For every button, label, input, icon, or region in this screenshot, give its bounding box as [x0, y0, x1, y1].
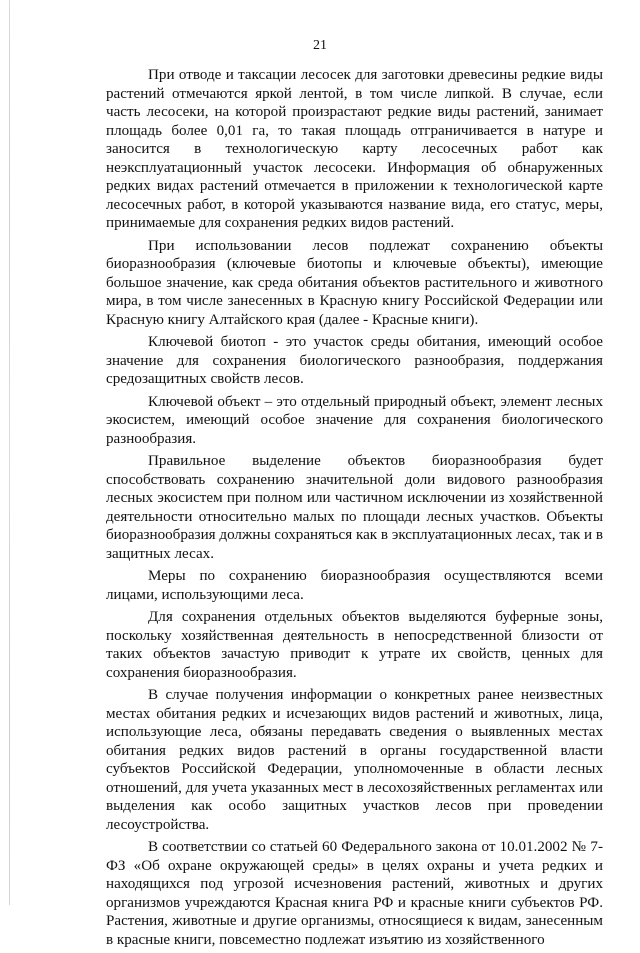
paragraph-buffer-zones: Для сохранения отдельных объектов выделяются буферные зоны, поскольку хозяйственная деятельность в непосредственной близости от таких объектов зачастую приводит к утрате их свойств, ценных для сохранения биоразнообразия.	[106, 609, 603, 681]
paragraph-key-biotope: Ключевой биотоп - это участок среды обитания, имеющий особое значение для сохранения биологического разнообразия, поддержания средозащитных свойств лесов.	[106, 334, 603, 387]
page-number: 21	[313, 38, 327, 53]
paragraph-conservation-measures: Меры по сохранению биоразнообразия осуществляются всеми лицами, использующими леса.	[106, 568, 603, 603]
paragraph-federal-law: В соответствии со статьей 60 Федерального закона от 10.01.2002 № 7-ФЗ «Об охране окружающей среды» в целях охраны и учета редких и находящихся под угрозой исчезновения растений, животных и других организмов учреждаются Красная книга РФ и красные книги субъектов РФ. Растения, животные и другие организмы, относящиеся к видам, занесенным в красные книги, повсеместно подлежат изъятию из хозяйственного	[106, 839, 603, 948]
scan-edge-line	[9, 0, 10, 905]
paragraph-correct-identification: Правильное выделение объектов биоразнообразия будет способствовать сохранению значительной доли видового разнообразия лесных экосистем при полном или частичном исключении из хозяйственной деятельности относительно малых по площади лесных участков. Объекты биоразнообразия должны сохраняться как в эксплуатационных лесах, так и в защитных лесах.	[106, 453, 603, 562]
paragraph-reporting-habitats: В случае получения информации о конкретных ранее неизвестных местах обитания редких и исчезающих видов растений и животных, лица, использующие леса, обязаны передавать сведения о выявленных местах обитания редких видов растений в органы государственной власти субъектов Российской Федерации, уполномоченные в области лесных отношений, для учета указанных мест в лесохозяйственных регламентах или выделения как особо защитных участков лесов при проведении лесоустройства.	[106, 687, 603, 833]
paragraph-biodiversity-objects: При использовании лесов подлежат сохранению объекты биоразнообразия (ключевые биотопы и ключевые объекты), имеющие большое значение, как среда обитания объектов растительного и животного мира, в том числе занесенных в Красную книгу Российской Федерации или Красную книгу Алтайского края (далее - Красные книги).	[106, 237, 603, 328]
paragraph-rare-species-marking: При отводе и таксации лесосек для заготовки древесины редкие виды растений отмечаются яркой лентой, в том числе липкой. В случае, если часть лесосеки, на которой произрастают редкие виды растений, занимает площадь более 0,01 га, то такая площадь отграничивается в натуре и заносится в технологическую карту лесосечных работ как неэксплуатационный участок лесосеки. Информация об обнаруженных редких видах растений отмечается в приложении к технологической карте лесосечных работ, в которой указываются название вида, его статус, меры, принимаемые для сохранения редких видов растений.	[106, 67, 603, 231]
paragraph-key-object: Ключевой объект – это отдельный природный объект, элемент лесных экосистем, имеющий особое значение для сохранения биологического разнообразия.	[106, 393, 603, 447]
document-body	[106, 66, 603, 953]
